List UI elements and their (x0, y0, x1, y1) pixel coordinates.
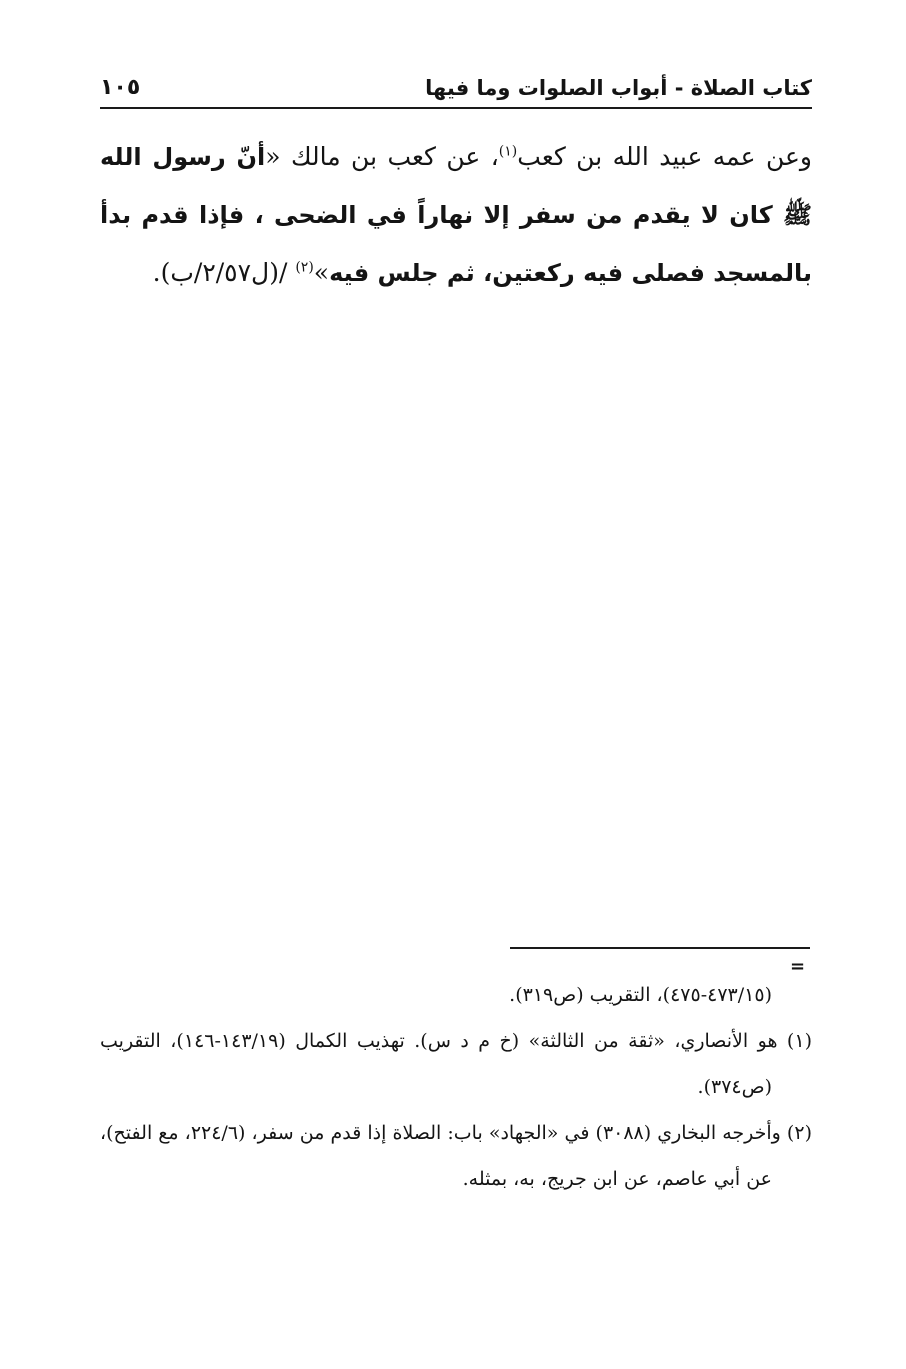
footnote-1: (١) هو الأنصاري، «ثقة من الثالثة» (خ م د س). تهذيب الكمال (١٤٣/١٩-١٤٦)، التقريب (ص٣٧٤). (100, 1030, 812, 1098)
footnote-ref-2: (٢) (295, 259, 314, 276)
page-number: ١٠٥ (100, 75, 141, 100)
header-rule (100, 107, 812, 109)
hadith-paragraph (100, 128, 812, 302)
hadith-text: أنّ رسول الله ﷺ كان لا يقدم من سفر إلا نهاراً في الضحى ، فإذا قدم بدأ بالمسجد فصلى فيه ركعتين، ثم جلس فيه (100, 143, 812, 287)
footnote-2: (٢) وأخرجه البخاري (٣٠٨٨) في «الجهاد» باب: الصلاة إذا قدم من سفر، (٢٢٤/٦، مع الفتح)، عن أبي عاصم، عن ابن جريج، به، بمثله. (100, 1122, 812, 1190)
footnotes (100, 972, 812, 1202)
hadith-chain-cont: ، عن كعب بن مالك « (265, 142, 499, 171)
footnote-rule (510, 947, 810, 949)
footnote-continuation: (٤٧٣/١٥-٤٧٥)، التقريب (ص٣١٩). (509, 984, 772, 1006)
continuation-mark: = (790, 956, 806, 977)
running-header (100, 70, 812, 106)
manuscript-ref: /(ل٢/٥٧/ب). (152, 258, 296, 287)
header-title: كتاب الصلاة - أبواب الصلوات وما فيها (425, 76, 812, 100)
closing-quote: » (313, 258, 330, 287)
hadith-chain: وعن عمه عبيد الله بن كعب (517, 142, 812, 171)
footnote-ref-1: (١) (498, 143, 518, 160)
main-text (100, 128, 812, 302)
